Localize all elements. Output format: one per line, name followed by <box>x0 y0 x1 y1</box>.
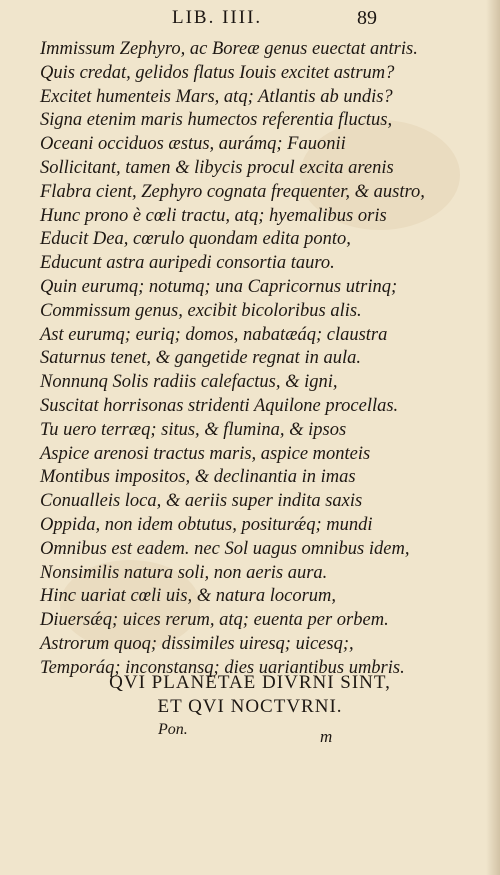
verse-line: Oppida, non idem obtutus, positurǽq; mundi <box>40 514 373 535</box>
verse-line: Diuersǽq; uices rerum, atq; euenta per orbem. <box>40 610 389 631</box>
section-heading-line-2: ET QVI NOCTVRNI. <box>157 696 343 717</box>
verse-line: Omnibus est eadem. nec Sol uagus omnibus idem, <box>40 538 410 559</box>
verse-line: Oceani occiduos æstus, aurámq; Fauonii <box>40 134 346 155</box>
verse-line: Ast eurumq; euriq; domos, nabatæáq; claustra <box>40 324 388 345</box>
verse-line: Educit Dea, cœrulo quondam edita ponto, <box>40 229 351 250</box>
verse-line: Commissum genus, excibit bicoloribus alis. <box>40 300 362 321</box>
verse-line: Educunt astra auripedi consortia tauro. <box>40 253 335 274</box>
verse-line: Tu uero terræq; situs, & flumina, & ipsos <box>40 419 347 440</box>
running-header <box>0 0 500 40</box>
verse-line: Hunc prono è cœli tractu, atq; hyemalibus oris <box>40 205 387 226</box>
verse-line: Saturnus tenet, & gangetide regnat in aula. <box>40 348 361 369</box>
verse-line: Signa etenim maris humectos referentia fluctus, <box>40 110 393 131</box>
verse-line: Flabra cient, Zephyro cognata frequenter, & austro, <box>40 181 425 202</box>
section-heading-line-1: QVI PLANETAE DIVRNI SINT, <box>109 672 391 693</box>
verse-line: Hinc uariat cœli uis, & natura locorum, <box>40 586 336 607</box>
verse-line: Nonnunq Solis radiis calefactus, & igni, <box>40 372 338 393</box>
catchword: Pon. <box>158 721 188 738</box>
verse-line: Montibus impositos, & declinantia in imas <box>40 467 356 488</box>
page-edge-shadow <box>486 0 500 875</box>
verse-line: Sollicitant, tamen & libycis procul excita arenis <box>40 157 394 178</box>
verse-block <box>40 38 480 681</box>
verse-line: Immissum Zephyro, ac Boreæ genus euectat antris. <box>40 39 418 59</box>
verse-line: Temporáq; inconstansq; dies uariantibus umbris. <box>40 657 405 678</box>
folio-number: 89 <box>357 7 377 29</box>
verse-line: Conualleis loca, & aeriis super indita saxis <box>40 491 363 512</box>
verse-line: Excitet humenteis Mars, atq; Atlantis ab undis? <box>40 86 393 107</box>
verse-line: Suscitat horrisonas stridenti Aquilone procellas. <box>40 395 399 416</box>
book-number: LIB. IIII. <box>172 7 263 28</box>
verse-line: Nonsimilis natura soli, non aeris aura. <box>40 562 328 583</box>
verse-line: Quis credat, gelidos flatus Iouis excitet astrum? <box>40 62 395 83</box>
verse-line: Aspice arenosi tractus maris, aspice monteis <box>40 443 371 464</box>
verse-line: Quin eurumq; notumq; una Capricornus utrinq; <box>40 276 398 297</box>
verse-line: Astrorum quoq; dissimiles uiresq; uicesq;, <box>40 633 354 654</box>
signature-mark: m <box>320 727 333 746</box>
